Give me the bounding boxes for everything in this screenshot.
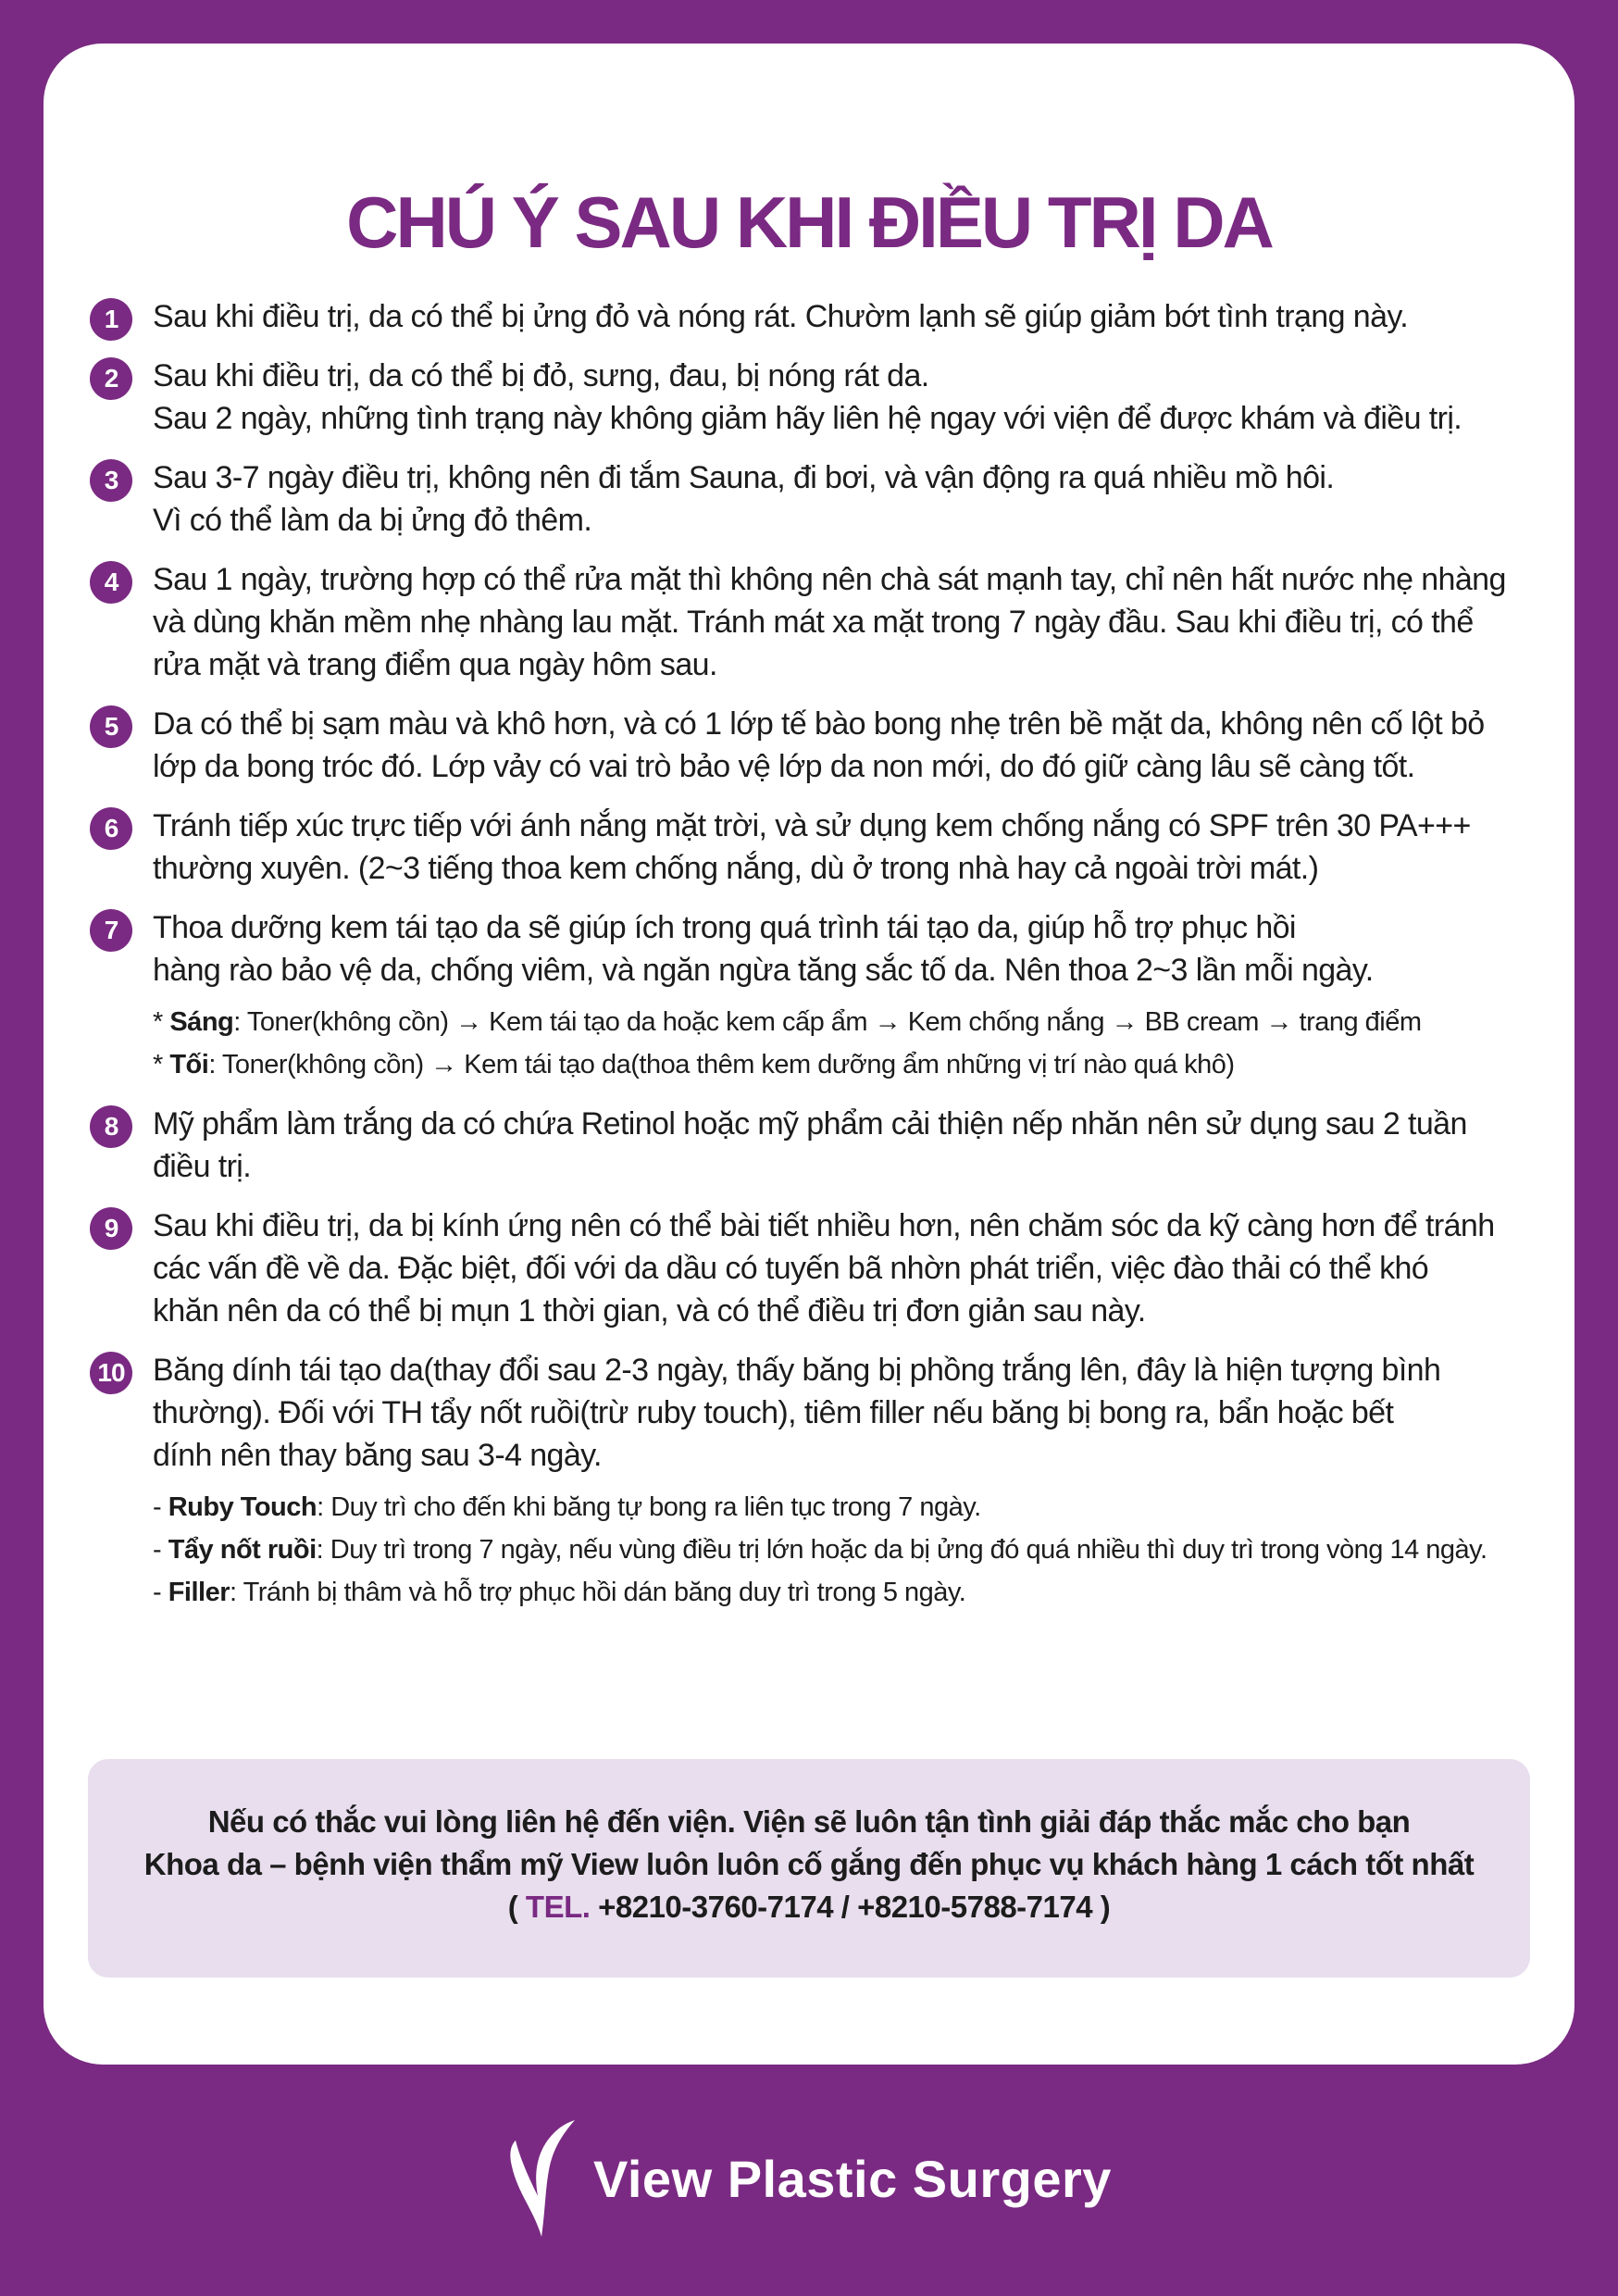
- item-text-line: Vì có thể làm da bị ửng đỏ thêm.: [153, 503, 592, 538]
- treatment-label: Ruby Touch: [168, 1492, 317, 1522]
- item-text-line: Sau khi điều trị, da bị kính ứng nên có thể bài tiết nhiều hơn, nên chăm sóc da kỹ càng hơn để tránh: [153, 1208, 1495, 1243]
- bandage-row-ruby-touch: [153, 1486, 1534, 1529]
- routine-row-evening: [153, 1043, 1534, 1086]
- routine-label: Sáng: [169, 1007, 234, 1037]
- dash-mark: -: [153, 1535, 168, 1565]
- routine-text: : Toner(không cồn) → Kem tái tạo da hoặc kem cấp ẩm → Kem chống nắng → BB cream → trang điểm: [233, 1007, 1422, 1037]
- contact-line-1: Nếu có thắc vui lòng liên hệ đến viện. Viện sẽ luôn tận tình giải đáp thắc mắc cho bạn: [207, 1804, 1411, 1839]
- list-item: [90, 1103, 1534, 1188]
- dash-mark: -: [153, 1492, 168, 1522]
- item-text-line: và dùng khăn mềm nhẹ nhàng lau mặt. Tránh mát xa mặt trong 7 ngày đầu. Sau khi điều trị, có thể: [153, 605, 1474, 640]
- contact-phone-line: [88, 1886, 1530, 1928]
- item-number-badge: 10: [90, 1352, 132, 1394]
- contact-line-2: Khoa da – bệnh viện thẩm mỹ View luôn luôn cố gắng đến phục vụ khách hàng 1 cách tốt nhất: [143, 1847, 1475, 1881]
- item-number-badge: 2: [90, 357, 132, 400]
- list-item: [90, 1204, 1534, 1332]
- item-text-line: thường). Đối với TH tẩy nốt ruồi(trừ ruby touch), tiêm filler nếu băng bị bong ra, bẩn hoặc bết: [153, 1395, 1394, 1430]
- routine-text: : Toner(không cồn) → Kem tái tạo da(thoa thêm kem dưỡng ẩm những vị trí nào quá khô): [208, 1050, 1235, 1079]
- brand-name: View Plastic Surgery: [593, 2149, 1112, 2208]
- list-item: [90, 703, 1534, 788]
- list-item: [90, 456, 1534, 542]
- brand-footer: [0, 2118, 1618, 2251]
- list-item: [90, 906, 1534, 1086]
- paren-open: (: [507, 1890, 526, 1924]
- skincare-routine-list: [153, 1001, 1534, 1086]
- item-number-badge: 1: [90, 298, 132, 341]
- item-text-line: Da có thể bị sạm màu và khô hơn, và có 1 lớp tế bào bong nhẹ trên bề mặt da, không nên cố lột bỏ: [153, 706, 1485, 742]
- item-number-badge: 9: [90, 1207, 132, 1250]
- item-number-badge: 3: [90, 459, 132, 502]
- item-text-line: Sau khi điều trị, da có thể bị ửng đỏ và nóng rát. Chườm lạnh sẽ giúp giảm bớt tình trạng này.: [153, 299, 1409, 334]
- bandage-row-filler: [153, 1571, 1534, 1614]
- routine-row-morning: [153, 1001, 1534, 1043]
- list-item: [90, 355, 1534, 440]
- treatment-label: Filler: [168, 1578, 230, 1607]
- treatment-text: : Duy trì trong 7 ngày, nếu vùng điều trị lớn hoặc da bị ửng đó quá nhiều thì duy trì trong vòng 14 ngày.: [316, 1535, 1487, 1565]
- item-text-line: các vấn đề về da. Đặc biệt, đối với da dầu có tuyến bã nhờn phát triển, việc đào thải có thể khó: [153, 1251, 1429, 1286]
- bandage-duration-list: [153, 1486, 1534, 1614]
- routine-label: Tối: [169, 1050, 209, 1079]
- bandage-row-mole-removal: [153, 1529, 1534, 1571]
- paren-close: ): [1100, 1890, 1111, 1924]
- item-text-line: Mỹ phẩm làm trắng da có chứa Retinol hoặc mỹ phẩm cải thiện nếp nhăn nên sử dụng sau 2 tuần: [153, 1106, 1467, 1142]
- item-text-line: Băng dính tái tạo da(thay đổi sau 2-3 ngày, thấy băng bị phồng trắng lên, đây là hiện tượng bình: [153, 1353, 1441, 1388]
- dash-mark: -: [153, 1578, 168, 1607]
- contact-box: [88, 1759, 1530, 1978]
- item-text-line: Sau 3-7 ngày điều trị, không nên đi tắm Sauna, đi bơi, và vận động ra quá nhiều mồ hôi.: [153, 460, 1335, 495]
- treatment-label: Tẩy nốt ruồi: [168, 1535, 317, 1565]
- treatment-text: : Duy trì cho đến khi băng tự bong ra liên tục trong 7 ngày.: [317, 1492, 981, 1522]
- item-number-badge: 5: [90, 705, 132, 748]
- item-number-badge: 4: [90, 561, 132, 604]
- list-item: [90, 295, 1534, 338]
- list-item: [90, 1349, 1534, 1614]
- phone-numbers: +8210-3760-7174 / +8210-5788-7174: [590, 1890, 1101, 1924]
- item-text-line: Sau khi điều trị, da có thể bị đỏ, sưng, đau, bị nóng rát da.: [153, 358, 929, 393]
- care-instructions-list: [90, 295, 1534, 1630]
- item-text-line: Sau 2 ngày, những tình trạng này không giảm hãy liên hệ ngay với viện để được khám và điều trị.: [153, 401, 1462, 436]
- item-text-line: lớp da bong tróc đó. Lớp vảy có vai trò bảo vệ lớp da non mới, do đó giữ càng lâu sẽ càng tốt.: [153, 749, 1415, 784]
- leaf-v-logo-icon: [506, 2118, 579, 2239]
- item-text-line: Tránh tiếp xúc trực tiếp với ánh nắng mặt trời, và sử dụng kem chống nắng có SPF trên 30 PA+++: [153, 808, 1471, 843]
- item-text-line: khăn nên da có thể bị mụn 1 thời gian, và có thể điều trị đơn giản sau này.: [153, 1293, 1146, 1329]
- list-item: [90, 805, 1534, 890]
- treatment-text: : Tránh bị thâm và hỗ trợ phục hồi dán băng duy trì trong 5 ngày.: [230, 1578, 966, 1607]
- bullet-mark: *: [153, 1050, 170, 1079]
- tel-label: TEL.: [525, 1890, 591, 1924]
- item-text-line: Sau 1 ngày, trường hợp có thể rửa mặt thì không nên chà sát mạnh tay, chỉ nên hất nước nhẹ nhàng: [153, 562, 1506, 597]
- item-number-badge: 6: [90, 807, 132, 850]
- item-text-line: hàng rào bảo vệ da, chống viêm, và ngăn ngừa tăng sắc tố da. Nên thoa 2~3 lần mỗi ngày.: [153, 953, 1374, 988]
- list-item: [90, 558, 1534, 686]
- item-text-line: điều trị.: [153, 1149, 252, 1184]
- bullet-mark: *: [153, 1007, 170, 1037]
- item-text-line: thường xuyên. (2~3 tiếng thoa kem chống nắng, dù ở trong nhà hay cả ngoài trời mát.): [153, 851, 1319, 886]
- page-title: CHÚ Ý SAU KHI ĐIỀU TRỊ DA: [346, 181, 1272, 263]
- item-number-badge: 7: [90, 909, 132, 952]
- item-text-line: rửa mặt và trang điểm qua ngày hôm sau.: [153, 647, 717, 682]
- item-text-line: dính nên thay băng sau 3-4 ngày.: [153, 1438, 602, 1473]
- item-number-badge: 8: [90, 1105, 132, 1148]
- item-text-line: Thoa dưỡng kem tái tạo da sẽ giúp ích trong quá trình tái tạo da, giúp hỗ trợ phục hồi: [153, 910, 1296, 945]
